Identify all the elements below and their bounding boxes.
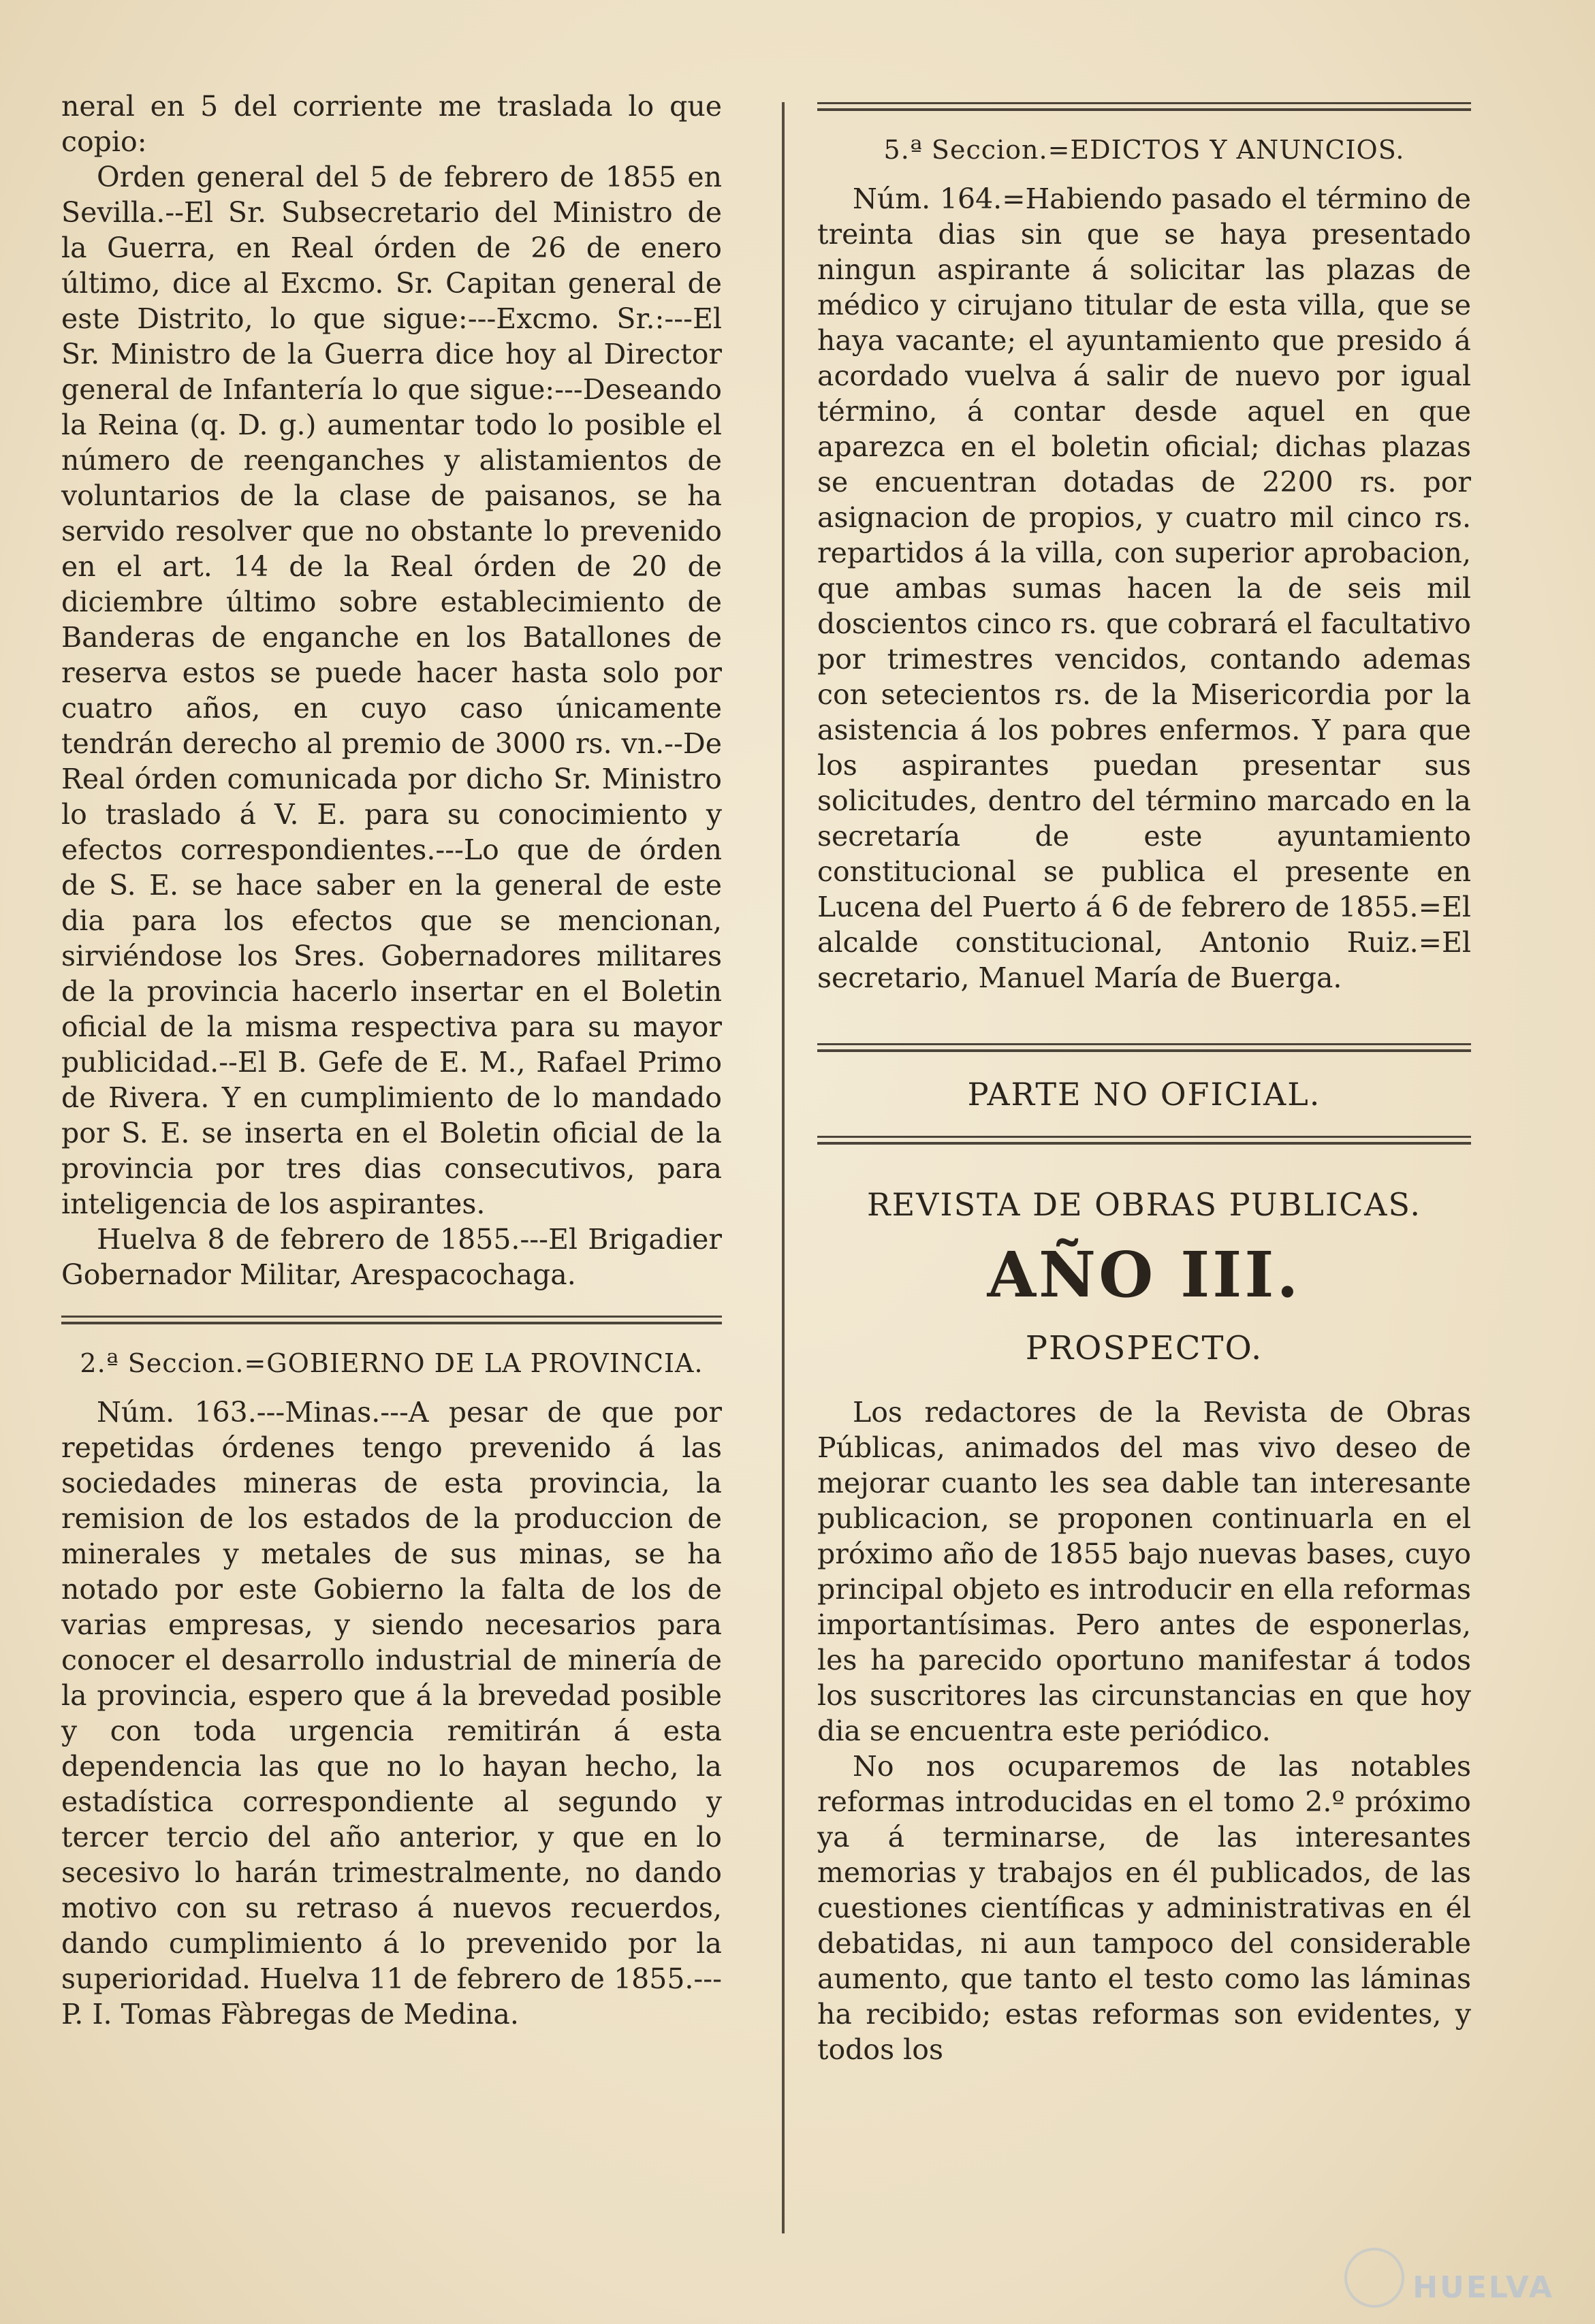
right-column [817, 102, 1471, 2067]
parte-no-oficial-heading: PARTE NO OFICIAL. [967, 1076, 1321, 1113]
section-separator [817, 1043, 1471, 1053]
column-divider [782, 102, 785, 2233]
archive-logo-icon [1344, 2248, 1404, 2308]
section-separator [61, 1316, 722, 1325]
left-column [61, 89, 722, 2032]
orden-general-paragraph: Orden general del 5 de febrero de 1855 en Sevilla.--El Sr. Subsecretario del Ministro de la Guerra, en Real órden de 26 de enero último, dice al Excmo. Sr. Capitan general de este Distrito, lo que sigue:---Excmo. Sr.:---El Sr. Ministro de la Guerra dice hoy al Director general de Infantería lo que sigue:---Deseando la Reina (q. D. g.) aumentar todo lo posible el número de reenganches y alistamientos de voluntarios de la clase de paisanos, se ha servido resolver que no obstante lo prevenido en el art. 14 de la Real órden de 20 de diciembre último sobre establecimiento de Banderas de enganche en los Batallones de reserva estos se puede hacer hasta solo por cuatro años, en cuyo caso únicamente tendrán derecho al premio de 3000 rs. vn.--De Real órden comunicada por dicho Sr. Ministro lo traslado á V. E. para su conocimiento y efectos correspondientes.---Lo que de órden de S. E. se hace saber en la general de este dia para los efectos que se mencionan, sirviéndose los Sres. Gobernadores militares de la provincia hacerlo insertar en el Boletin oficial de la misma respectiva para su mayor publicidad.--El B. Gefe de E. M., Rafael Primo de Rivera. Y en cumplimiento de lo mandado por S. E. se inserta en el Boletin oficial de la provincia por tres dias consecutivos, para inteligencia de los aspirantes. [61, 161, 722, 1220]
section-separator [817, 1136, 1471, 1145]
continued-paragraph: neral en 5 del corriente me traslada lo que copio: [61, 90, 722, 158]
ano-title: AÑO III. [987, 1238, 1301, 1311]
revista-title: REVISTA DE OBRAS PUBLICAS. [866, 1186, 1422, 1223]
prospecto-paragraph-1: Los redactores de la Revista de Obras Públicas, animados del mas vivo deseo de mejorar cuanto les sea dable tan interesante publicacion, se proponen continuarla en el próximo año de 1855 bajo nuevas bases, cuyo principal objeto es introducir en ella reformas importantísimas. Pero antes de esponerlas, les ha parecido oportuno manifestar á todos los suscritores las circunstancias en que hoy dia se encuentra este periódico. [817, 1396, 1471, 1747]
minas-notice-paragraph: Núm. 163.---Minas.---A pesar de que por repetidas órdenes tengo prevenido á las sociedades mineras de esta provincia, la remision de los estados de la produccion de minerales y metales de sus minas, se ha notado por este Gobierno la falta de los de varias empresas, y siendo necesarios para conocer el desarrollo industrial de minería de la provincia, espero que á la brevedad posible y con toda urgencia remitirán á esta dependencia las que no lo hayan hecho, la estadística correspondiente al segundo y tercer tercio del año anterior, y que en lo secesivo lo harán trimestralmente, no dando motivo con su retraso á nuevos recuerdos, dando cumplimiento á lo prevenido por la superioridad. Huelva 11 de febrero de 1855.---P. I. Tomas Fàbregas de Medina. [61, 1396, 722, 2031]
prospecto-title: PROSPECTO. [1025, 1329, 1263, 1367]
archive-watermark: HUELVA [1412, 2270, 1554, 2305]
section-2-heading: 2.ª Seccion.=GOBIERNO DE LA PROVINCIA. [80, 1348, 704, 1378]
edicto-paragraph: Núm. 164.=Habiendo pasado el término de treinta dias sin que se haya presentado ningun aspirante á solicitar las plazas de médico y cirujano titular de esta villa, que se haya vacante; el ayuntamiento que presido á acordado vuelva á salir de nuevo por igual término, á contar desde aquel en que aparezca en el boletin oficial; dichas plazas se encuentran dotadas de 2200 rs. por asignacion de propios, y cuatro mil cinco rs. repartidos á la villa, con superior aprobacion, que ambas sumas hacen la de seis mil doscientos cinco rs. que cobrará el facultativo por trimestres vencidos, contando ademas con setecientos rs. de la Misericordia por la asistencia á los pobres enfermos. Y para que los aspirantes puedan presentar sus solicitudes, dentro del término marcado en la secretaría de este ayuntamiento constitucional se publica el presente en Lucena del Puerto á 6 de febrero de 1855.=El alcalde constitucional, Antonio Ruiz.=El secretario, Manuel María de Buerga. [817, 182, 1471, 994]
signature-paragraph: Huelva 8 de febrero de 1855.---El Brigadier Gobernador Militar, Arespacochaga. [61, 1223, 722, 1291]
section-5-heading: 5.ª Seccion.=EDICTOS Y ANUNCIOS. [883, 135, 1405, 165]
prospecto-paragraph-2: No nos ocuparemos de las notables reformas introducidas en el tomo 2.º próximo ya á terminarse, de las interesantes memorias y trabajos en él publicados, de las cuestiones científicas y administrativas en él debatidas, ni aun tampoco del considerable aumento, que tanto el testo como las láminas ha recibido; estas reformas son evidentes, y todos los [817, 1750, 1471, 2066]
section-separator [817, 102, 1471, 112]
